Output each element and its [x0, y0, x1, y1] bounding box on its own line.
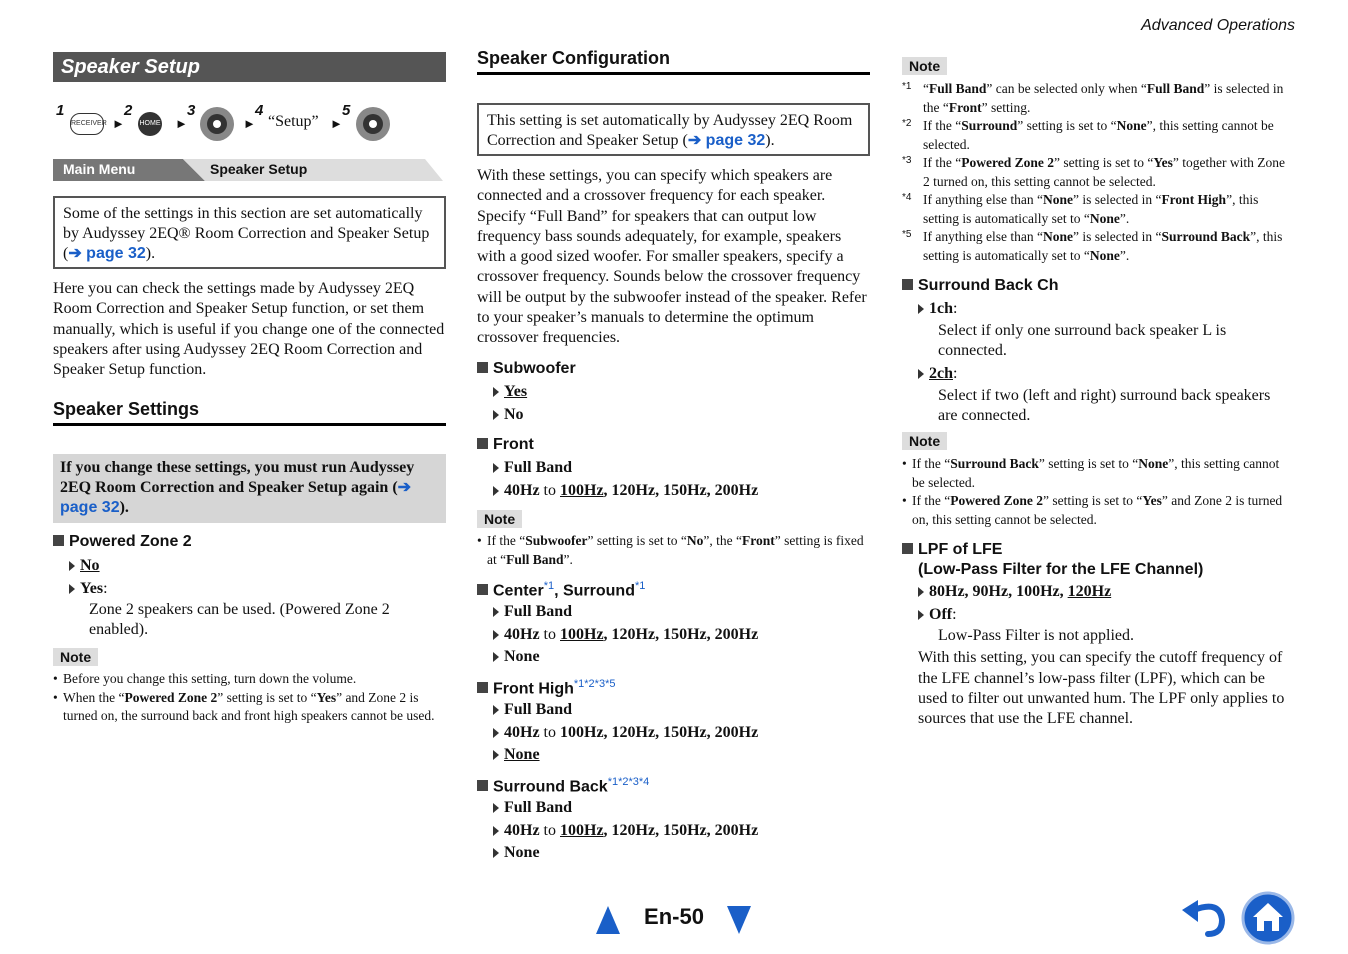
note-label: Note	[902, 57, 947, 75]
front-options: Full Band 40Hz to 100Hz, 120Hz, 150Hz, 200Hz	[488, 457, 758, 502]
footnote-item: *3 If the “Powered Zone 2” setting is set to “Yes” together with Zone 2 turned on, this setting cannot be selected.	[902, 155, 1285, 189]
auto-setting-box: This setting is set automatically by Audyssey 2EQ Room Correction and Speaker Setup (➔ page 32).	[477, 103, 870, 156]
speaker-settings-heading: Speaker Settings	[53, 399, 200, 419]
note-label: Note	[53, 648, 98, 666]
setup-label: “Setup”	[268, 113, 319, 130]
arrow-icon: ►	[330, 116, 343, 131]
arrow-icon: ►	[175, 116, 188, 131]
surround-back-title: Surround Back$^{*1*2*3*4}$	[477, 776, 649, 796]
section-header: Advanced Operations	[1141, 17, 1295, 34]
speaker-config-heading: Speaker Configuration	[477, 48, 671, 68]
footnote-item: *1 “Full Band” can be selected only when “Full Band” is selected in the “Front” setting.	[902, 81, 1284, 115]
menu-path	[53, 159, 443, 181]
footnote-list	[902, 80, 1294, 265]
page-down-icon[interactable]	[727, 906, 751, 934]
note-item: • If the “Surround Back” setting is set to “None”, this setting cannot be selected.	[902, 455, 1294, 492]
divider	[477, 72, 870, 75]
option-yes-desc: Zone 2 speakers can be used. (Powered Zone 2 enabled).	[89, 601, 390, 639]
divider	[53, 423, 446, 426]
page-link[interactable]: ➔ page 32	[60, 479, 412, 516]
note-label: Note	[902, 432, 947, 450]
intro-text: Here you can check the settings made by Audyssey 2EQ Room Correction and Speaker Setup function, or set them manually, which is useful if you change one of the connected speakers after using Audyssey 2EQ Room Correction and Speaker Setup function.	[53, 280, 445, 379]
tab-main-menu: Main Menu	[63, 161, 136, 177]
subwoofer-options	[488, 381, 527, 426]
note-item: • If the “Powered Zone 2” setting is set to “Yes” and Zone 2 is turned on, this setting cannot be selected.	[902, 492, 1294, 529]
option-yes: Yes	[80, 579, 104, 597]
step-number: 1	[56, 102, 65, 119]
note-label: Note	[477, 510, 522, 528]
lpf-description: With this setting, you can specify the cutoff frequency of the LFE channel’s low-pass filter (LPF), which can be used to filter out unwanted hum. The LPF only applies to sources that use the LFE channel.	[918, 649, 1285, 728]
page-link[interactable]: ➔ page 32	[68, 245, 146, 262]
auto-setting-box: Some of the settings in this section are set automatically by Audyssey 2EQ® Room Correction and Speaker Setup (➔ page 32).	[53, 196, 446, 269]
arrow-icon: ►	[112, 116, 125, 131]
surround-back-ch-title: Surround Back Ch	[902, 277, 1058, 295]
surround-back-ch-options: 1ch: Select if only one surround back speaker L is connected. 2ch: Select if two (left and right) surround back speakers are connected.	[913, 298, 1293, 426]
option-no: No	[80, 557, 100, 574]
front-high-title: Front High$^{*1*2*3*5}$	[477, 678, 615, 698]
powered-zone2-title: Powered Zone 2	[53, 533, 192, 551]
step-number: 5	[342, 102, 351, 119]
cursor-pad-icon	[355, 106, 391, 142]
center-options: Full Band 40Hz to 100Hz, 120Hz, 150Hz, 200Hz None	[488, 601, 758, 669]
surround-back-options: Full Band 40Hz to 100Hz, 120Hz, 150Hz, 200Hz None	[488, 797, 758, 865]
arrow-icon: ►	[243, 116, 256, 131]
footnote-item: *5 If anything else than “None” is selected in “Surround Back”, this setting is automatically set to “None”.	[902, 229, 1283, 263]
lpf-options: 80Hz, 90Hz, 100Hz, 120Hz Off: Low-Pass Filter is not applied. With this setting, you can specify the cutoff frequency of the LFE channel’s low-pass filter (LPF), which can be used to filter out unwanted hum. The LPF only applies to sources that use the LFE channel.	[913, 581, 1295, 729]
warning-box: If you change these settings, you must run Audyssey 2EQ Room Correction and Speaker Setup again (➔ page 32).	[53, 454, 446, 523]
home-icon[interactable]	[1241, 891, 1295, 945]
back-icon[interactable]	[1180, 896, 1230, 938]
note-list	[53, 670, 446, 726]
subwoofer-title: Subwoofer	[477, 360, 576, 378]
note-list	[902, 455, 1294, 529]
note-item: • If the “Subwoofer” setting is set to “No”, the “Front” setting is fixed at “Full Band”.	[477, 532, 870, 569]
footnote-item: *4 If anything else than “None” is selected in “Front High”, this setting is automatically set to “None”.	[902, 192, 1259, 226]
footnote-item: *2 If the “Surround” setting is set to “None”, this setting cannot be selected.	[902, 118, 1274, 152]
note-item: • Before you change this setting, turn down the volume.	[53, 670, 446, 689]
page-link[interactable]: ➔ page 32	[687, 132, 766, 149]
tab-speaker-setup: Speaker Setup	[210, 161, 308, 177]
option-no: No	[504, 405, 524, 423]
step-number: 2	[124, 102, 133, 119]
step-number: 3	[187, 102, 196, 119]
cursor-pad-icon	[199, 106, 235, 142]
front-high-options: Full Band 40Hz to 100Hz, 120Hz, 150Hz, 200Hz None	[488, 699, 758, 767]
note-item: • When the “Powered Zone 2” setting is set to “Yes” and Zone 2 is turned on, the surround back and front high speakers cannot be used.	[53, 689, 446, 726]
step-number: 4	[255, 102, 264, 119]
lpf-title: LPF of LFE (Low-Pass Filter for the LFE Channel)	[902, 540, 1203, 580]
section-banner: Speaker Setup	[53, 52, 446, 82]
powered-zone2-options: No Yes: Zone 2 speakers can be used. (Powered Zone 2 enabled).	[64, 555, 444, 641]
front-title: Front	[477, 436, 534, 454]
option-yes: Yes	[504, 383, 528, 400]
center-surround-title: Center$^{*1}$, Surround$^{*1}$	[477, 580, 645, 600]
receiver-button: RECEIVER	[70, 113, 104, 135]
intro-text: With these settings, you can specify which speakers are connected and a crossover frequency for each speaker. Specify “Full Band” for speakers that can output low frequency bass sounds adequately, for example, speakers with a good sized woofer. For smaller speakers, specify a crossover frequency. Sounds below the crossover frequency will be output by the subwoofer instead of the speaker. Refer to your speaker’s manuals to determine the optimum crossover frequencies.	[477, 167, 867, 347]
page-number: En-50	[644, 904, 704, 929]
home-button: HOME	[138, 112, 162, 136]
